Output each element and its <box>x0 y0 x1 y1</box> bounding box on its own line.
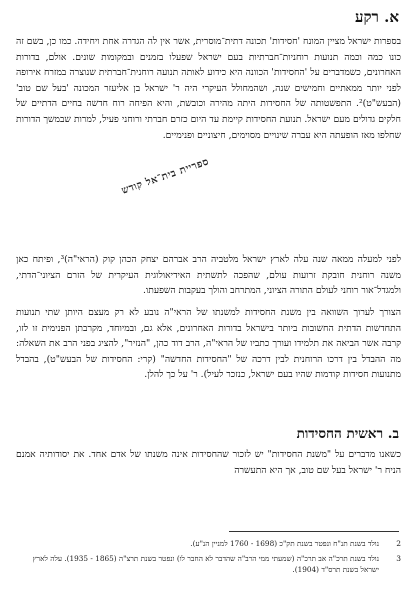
footnote-text: נולד בשנת תנ"ח ונפטר בשנת תק"כ (1698 - 1760 למניין הנ"ע). <box>190 539 379 548</box>
paragraph-rav-kook: לפני למעלה ממאה שנה עלה לארץ ישראל מלטביה הרב אברהם יצחק הכהן קוק (הראי"ה)³, ופיתח כאן משנה רוחנית חובקת זרועות עולם, שהפכה לתשתית האידיאולוגית העיקרית של הזרם הציוני־הדתי, ולמגדל־אור רוחני לעולם התורה הציוני, המתרחב והולך בעקבות השפעתו. <box>16 254 401 297</box>
footnote <box>16 538 401 550</box>
footnote-number: 3 <box>396 553 401 563</box>
library-stamp: ספריית בית־אל קודש <box>120 156 211 197</box>
paragraph-hasidut-teaching: כשאנו מדברים על "משנת החסידות" יש לזכור שהחסידות אינה משנתו של אדם אחד. את יסודותיה אמנם הניח ר' ישראל בעל שם טוב, אך היא התעשרה <box>16 449 401 476</box>
paragraph-hasidut-definition: בספרות ישראל מציין המונח 'חסידות' תכונה דתית־מוסרית, אשר אין לה הגדרה אחת ויחידה. כמו כן, בשם זה כונו כמה וכמה תנועות רוחניות־חברתיות בעם ישראל שפעלו בזמנים ובמקומות שונים. אולם, בדורות האחרונים, כשמדברים על 'החסידות' הכוונה היא כידוע לאותה תנועה רוחנית־חברתית שנוצרה במזרח אירופה לפני יותר ממאתיים וחמישים שנה, ושהמחולל העיקרי היה ר' ישראל בן אליעזר המכונה 'בעל שם טוב' (הבעש"ט)². התפשטותה של החסידות היתה מהירה וכובשת, והיא הפיחה רוח חדשה בחיים הדתיים של חלקים גדולים מעם ישראל. תנועת החסידות קיימת עד היום כזרם חברתי ורוחני פעיל, למרות שבמשך הדורות שחלפו מאז הופעתה היא עברה שינויים מסוימים, חיצוניים ופנימיים. <box>16 36 401 141</box>
section-title-beginning: ב. ראשית החסידות <box>296 426 399 442</box>
footnote-number: 2 <box>396 539 401 548</box>
footnote <box>16 553 401 576</box>
footnote-divider <box>229 531 399 532</box>
paragraph-comparison: הצורך לערוך השוואה בין משנת החסידות למשנתו של הראי"ה נובע לא רק מעצם היותן שתי תנועות התחדשות הדתית החשובות ביותר בישראל בדורות האחרונים, אלא גם, ובמיוחד, מקרבתן הפנימית זו לזו, קרבה אשר הביאה את תלמידו ועורך כתביו של הראי"ה, הרב דוד כהן, "הנזיר", להציג בפני הרב את השאלה: מה ההבדל בין דרכו הרוחנית לבין דרכה של "החסידות החדשה" (קרי: החסידות של הבעש"ט), בהבדל מתנועות חסידות קודמות שהיו בעם ישראל, כנזכר לעיל). ר' על כך להלן. <box>16 307 401 381</box>
footnotes <box>16 538 401 579</box>
footnote-text: נולד בשנת תרכ"ה אב תרכ"ה (שמעתי ממי הרב"ה שהדבר לא החבר לו) ונפטר בשנת תרצ"ה (1865 - 1935). עלה לארץ ישראל בשנת תרס"ד (1904). <box>32 553 379 574</box>
section-title-background: א. רקע <box>355 8 399 26</box>
